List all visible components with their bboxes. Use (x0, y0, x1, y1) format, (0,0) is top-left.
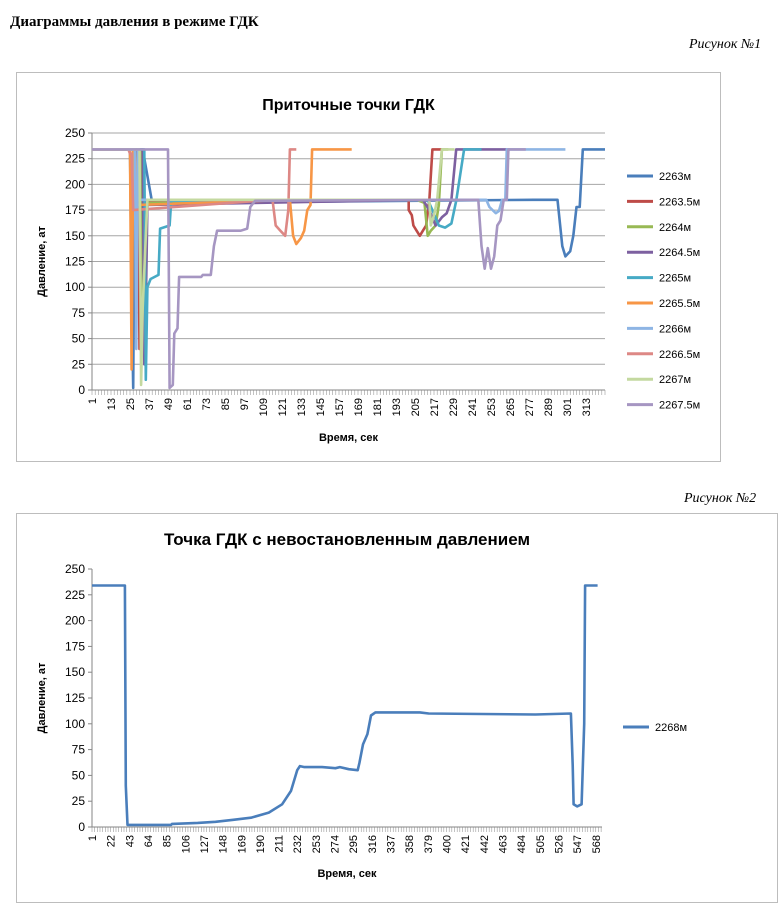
y-tick-label: 75 (71, 305, 85, 320)
x-tick-label: 253 (486, 398, 498, 417)
x-tick-label: 211 (273, 835, 286, 853)
y-tick-label: 100 (64, 280, 85, 295)
x-tick-label: 526 (553, 835, 566, 854)
x-tick-label: 97 (239, 398, 251, 411)
y-tick-label: 200 (64, 613, 85, 628)
y-axis-label: Давление, ат (36, 226, 48, 297)
y-tick-label: 225 (64, 587, 85, 602)
x-tick-label: 64 (142, 835, 155, 848)
x-tick-label: 148 (217, 835, 230, 854)
legend-label: 2266м (659, 323, 692, 336)
y-tick-label: 175 (64, 203, 85, 218)
chart-2-title: Точка ГДК с невостановленным давлением (163, 530, 531, 549)
y-tick-label: 150 (64, 228, 85, 243)
legend-label: 2265м (659, 272, 692, 285)
x-tick-label: 193 (391, 398, 403, 417)
x-tick-label: 49 (163, 398, 175, 411)
x-tick-label: 253 (310, 835, 323, 854)
y-tick-label: 25 (71, 794, 85, 809)
x-tick-label: 232 (292, 835, 305, 854)
x-axis-label: Время, сек (318, 432, 379, 444)
chart-1-frame (16, 72, 721, 462)
x-tick-label: 205 (410, 398, 422, 417)
y-tick-label: 50 (71, 768, 85, 783)
x-tick-label: 61 (182, 398, 194, 411)
y-tick-label: 250 (64, 562, 85, 576)
x-tick-label: 484 (516, 835, 529, 854)
y-tick-label: 0 (78, 820, 85, 834)
y-tick-label: 150 (64, 665, 85, 680)
x-tick-label: 85 (220, 398, 232, 411)
y-tick-label: 250 (64, 126, 85, 140)
y-tick-label: 75 (71, 742, 85, 757)
x-tick-label: 241 (467, 398, 479, 417)
x-tick-label: 229 (448, 398, 460, 417)
x-tick-label: 505 (534, 835, 547, 854)
y-tick-label: 125 (64, 691, 85, 705)
x-axis-label: Время, сек (317, 868, 377, 880)
page-title: Диаграммы давления в режиме ГДК (10, 14, 259, 30)
x-tick-label: 337 (385, 835, 398, 854)
figure-2-caption: Рисунок №2 (684, 491, 757, 506)
x-tick-label: 106 (180, 835, 193, 854)
x-tick-label: 1 (87, 398, 99, 405)
x-tick-label: 379 (422, 835, 435, 854)
x-tick-label: 265 (505, 398, 517, 417)
y-tick-label: 100 (64, 716, 85, 731)
chart-1-svg (17, 73, 720, 461)
legend-label: 2267.5м (659, 399, 701, 412)
x-tick-label: 169 (236, 835, 249, 854)
chart-2-frame (16, 513, 778, 903)
y-tick-label: 200 (64, 177, 85, 192)
x-tick-label: 169 (353, 398, 365, 417)
x-tick-label: 277 (524, 398, 536, 417)
x-tick-label: 73 (201, 398, 213, 411)
x-tick-label: 358 (404, 835, 417, 854)
x-tick-label: 22 (105, 835, 118, 848)
x-tick-label: 400 (441, 835, 454, 854)
x-tick-label: 121 (277, 398, 289, 417)
chart-1-title: Приточные точки ГДК (262, 97, 435, 114)
legend-label: 2267м (659, 374, 692, 387)
x-tick-label: 127 (198, 835, 211, 854)
x-tick-label: 274 (329, 835, 342, 854)
y-tick-label: 50 (71, 331, 85, 346)
x-tick-label: 43 (124, 835, 137, 848)
x-tick-label: 109 (258, 398, 270, 417)
x-tick-label: 301 (562, 398, 574, 417)
x-tick-label: 442 (478, 835, 491, 854)
y-tick-label: 0 (78, 383, 85, 397)
x-tick-label: 181 (372, 398, 384, 417)
x-tick-label: 190 (254, 835, 267, 854)
legend-label: 2263.5м (659, 196, 701, 209)
x-tick-label: 145 (315, 398, 327, 417)
x-tick-label: 157 (334, 398, 346, 417)
x-tick-label: 316 (366, 835, 379, 854)
x-tick-label: 313 (581, 398, 593, 417)
x-tick-label: 1 (87, 835, 99, 842)
legend-label: 2264.5м (659, 247, 701, 260)
y-tick-label: 225 (64, 151, 85, 166)
x-tick-label: 568 (590, 835, 603, 854)
x-tick-label: 37 (144, 398, 156, 411)
x-tick-label: 463 (497, 835, 510, 854)
x-tick-label: 295 (348, 835, 361, 854)
legend-label: 2266.5м (659, 348, 701, 361)
x-tick-label: 547 (572, 835, 585, 854)
x-tick-label: 25 (125, 398, 137, 411)
y-tick-label: 175 (64, 639, 85, 654)
x-tick-label: 217 (429, 398, 441, 417)
legend-label: 2265.5м (659, 298, 701, 310)
figure-1-caption: Рисунок №1 (689, 37, 762, 52)
x-tick-label: 85 (161, 835, 174, 848)
x-tick-label: 13 (106, 398, 118, 411)
legend-label: 2263м (659, 171, 692, 183)
legend-label: 2264м (659, 221, 692, 234)
legend-label: 2268м (655, 722, 688, 734)
y-tick-label: 25 (71, 357, 85, 372)
x-tick-label: 421 (460, 835, 473, 854)
x-tick-label: 133 (296, 398, 308, 417)
y-axis-label: Давление, ат (36, 662, 48, 734)
plot-area (92, 569, 602, 827)
y-tick-label: 125 (64, 254, 85, 269)
chart-2-svg (17, 514, 777, 902)
x-tick-label: 289 (543, 398, 555, 417)
